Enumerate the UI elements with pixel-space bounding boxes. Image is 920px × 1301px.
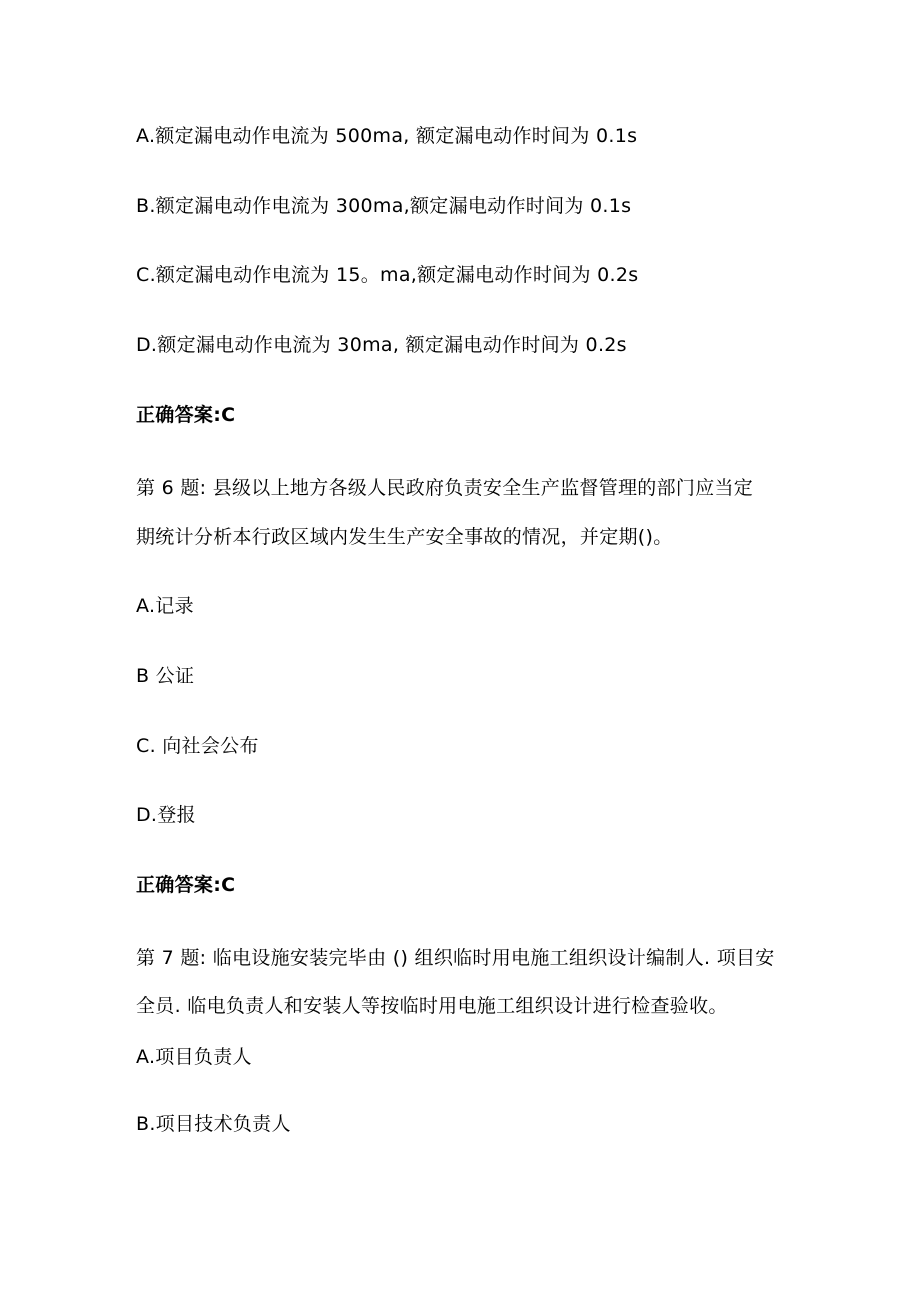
q5-option-d: D.额定漏电动作电流为 30ma, 额定漏电动作时间为 0.2s [136,334,627,356]
q6-stem-line-2: 期统计分析本行政区域内发生生产安全事故的情况，并定期()。 [136,526,673,548]
q7-stem-line-2: 全员. 临电负责人和安装人等按临时用电施工组织设计进行检查验收。 [136,995,728,1017]
q6-option-b: B 公证 [136,665,195,687]
q7-stem-line-1: 第 7 题: 临电设施安装完毕由 () 组织临时用电施工组织设计编制人. 项目安 [136,947,775,969]
q6-option-d: D.登报 [136,804,196,826]
q5-option-a: A.额定漏电动作电流为 500ma, 额定漏电动作时间为 0.1s [136,125,638,147]
q6-stem-line-1: 第 6 题: 县级以上地方各级人民政府负责安全生产监督管理的部门应当定 [136,477,754,499]
q6-option-a: A.记录 [136,595,194,617]
q7-option-a: A.项目负责人 [136,1046,252,1068]
q5-option-b: B.额定漏电动作电流为 300ma,额定漏电动作时间为 0.1s [136,195,632,217]
q5-option-c: C.额定漏电动作电流为 15。ma,额定漏电动作时间为 0.2s [136,264,639,286]
q6-option-c: C. 向社会公布 [136,735,259,757]
q6-answer: 正确答案:C [136,874,236,896]
q7-option-b: B.项目技术负责人 [136,1113,291,1135]
q5-answer: 正确答案:C [136,404,236,426]
